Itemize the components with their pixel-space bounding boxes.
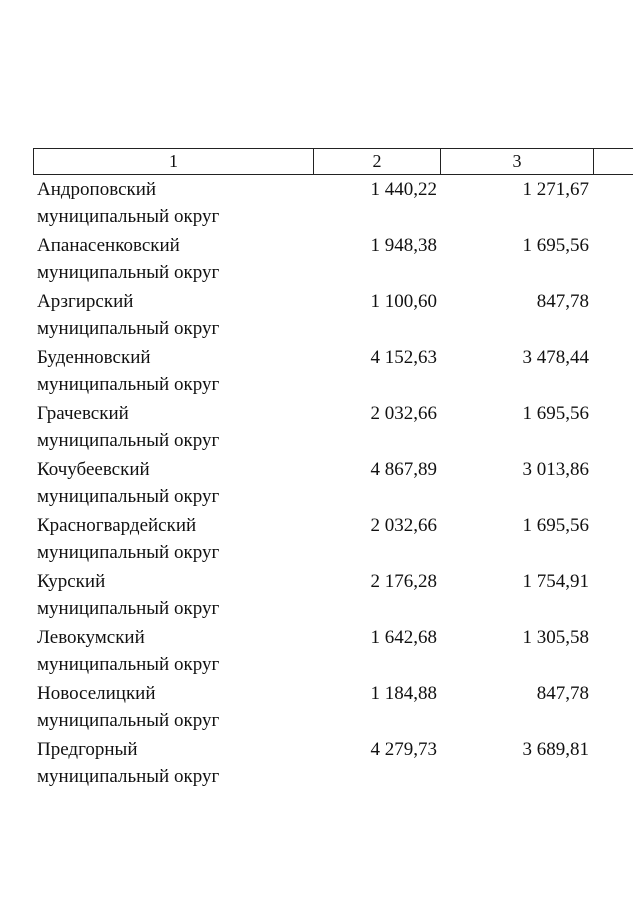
row-name-line2: муниципальный округ xyxy=(37,318,220,339)
row-name-line1: Предгорный xyxy=(37,739,138,760)
row-name-line1: Арзгирский xyxy=(37,291,134,312)
row-value-col3: 847,78 xyxy=(536,683,589,704)
row-name xyxy=(37,512,357,566)
row-value-col2: 4 279,73 xyxy=(370,739,437,760)
row-name-line1: Курский xyxy=(37,571,106,592)
row-value-col2: 1 100,60 xyxy=(370,291,437,312)
row-value-col2: 2 032,66 xyxy=(370,515,437,536)
row-value-col3: 3 478,44 xyxy=(522,347,589,368)
row-value-col3: 1 305,58 xyxy=(522,627,589,648)
row-name-line2: муниципальный округ xyxy=(37,262,220,283)
row-value-col2: 4 152,63 xyxy=(370,347,437,368)
row-name-line1: Красногвардейский xyxy=(37,515,197,536)
row-name-line2: муниципальный округ xyxy=(37,486,220,507)
row-value-col2: 2 176,28 xyxy=(370,571,437,592)
table-row xyxy=(0,456,633,512)
row-name xyxy=(37,736,357,790)
row-name-line2: муниципальный округ xyxy=(37,654,220,675)
row-name-line2: муниципальный округ xyxy=(37,710,220,731)
table-row xyxy=(0,736,633,792)
row-name-line1: Новоселицкий xyxy=(37,683,156,704)
row-name-line2: муниципальный округ xyxy=(37,206,220,227)
row-value-col3: 847,78 xyxy=(536,291,589,312)
row-value-col3: 1 754,91 xyxy=(522,571,589,592)
row-value-col2: 1 642,68 xyxy=(370,627,437,648)
table-row xyxy=(0,288,633,344)
row-name xyxy=(37,232,357,286)
row-name-line1: Кочубеевский xyxy=(37,459,150,480)
row-name xyxy=(37,400,357,454)
table-row xyxy=(0,568,633,624)
row-name-line2: муниципальный округ xyxy=(37,542,220,563)
row-name-line2: муниципальный округ xyxy=(37,430,220,451)
table-row xyxy=(0,400,633,456)
header-cell-1: 1 xyxy=(34,149,314,174)
row-value-col3: 1 271,67 xyxy=(522,179,589,200)
row-name xyxy=(37,680,357,734)
row-name-line2: муниципальный округ xyxy=(37,766,220,787)
row-name-line1: Грачевский xyxy=(37,403,129,424)
row-name-line1: Левокумский xyxy=(37,627,145,648)
table-row xyxy=(0,344,633,400)
row-value-col3: 3 013,86 xyxy=(522,459,589,480)
row-name xyxy=(37,176,357,230)
row-name-line1: Андроповский xyxy=(37,179,157,200)
table-header-row xyxy=(33,148,633,175)
row-value-col3: 1 695,56 xyxy=(522,235,589,256)
table-body xyxy=(0,176,633,792)
row-value-col3: 1 695,56 xyxy=(522,403,589,424)
row-value-col2: 1 948,38 xyxy=(370,235,437,256)
row-value-col3: 1 695,56 xyxy=(522,515,589,536)
row-value-col2: 4 867,89 xyxy=(370,459,437,480)
table-row xyxy=(0,176,633,232)
header-cell-2: 2 xyxy=(314,149,441,174)
row-name xyxy=(37,456,357,510)
table-row xyxy=(0,512,633,568)
row-value-col3: 3 689,81 xyxy=(522,739,589,760)
row-name xyxy=(37,288,357,342)
header-cell-4 xyxy=(594,149,633,174)
row-value-col2: 1 440,22 xyxy=(370,179,437,200)
table-row xyxy=(0,680,633,736)
row-value-col2: 1 184,88 xyxy=(370,683,437,704)
table-row xyxy=(0,624,633,680)
row-name-line2: муниципальный округ xyxy=(37,598,220,619)
row-name xyxy=(37,568,357,622)
row-name-line2: муниципальный округ xyxy=(37,374,220,395)
row-name-line1: Буденновский xyxy=(37,347,151,368)
header-cell-3: 3 xyxy=(441,149,594,174)
row-name xyxy=(37,344,357,398)
row-name-line1: Апанасенковский xyxy=(37,235,180,256)
row-name xyxy=(37,624,357,678)
row-value-col2: 2 032,66 xyxy=(370,403,437,424)
table-row xyxy=(0,232,633,288)
